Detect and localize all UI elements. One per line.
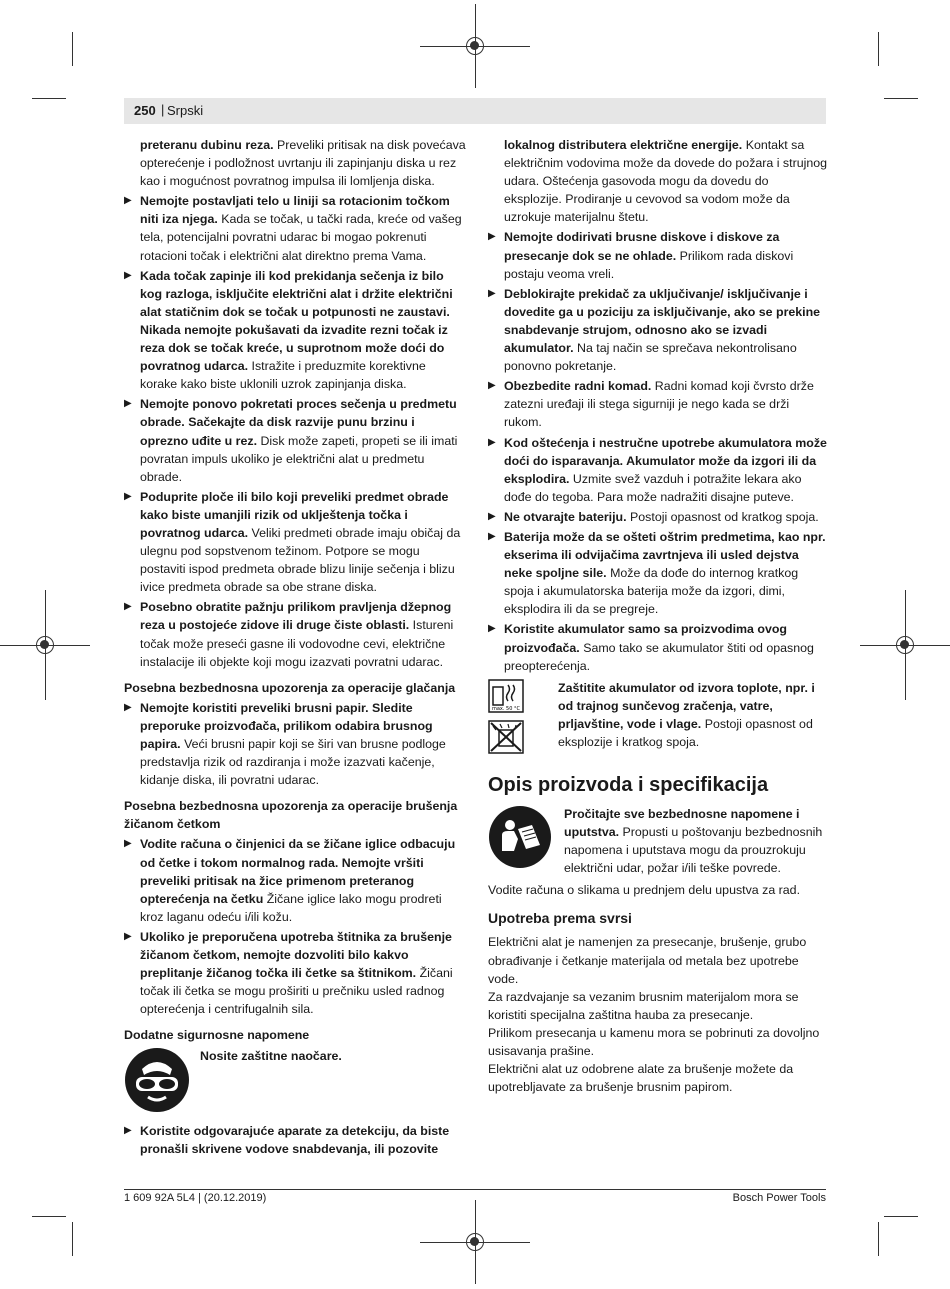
body-text: Disk može zapeti, propeti se ili imati povratan impuls ukoliko je električni alat u predmetu obrade.: [140, 433, 458, 484]
bold-text: Kada točak zapinje ili kod prekidanja sečenja iz bilo kog razloga, isključite električni alat i držite električni alat statičnim dok se točak u potpunosti ne zaustavi. Nikada nemojte pokušavati da izvadite rezni točak iz reza dok se točak kreće, u suprotnom može doći do povratnog udarca.: [140, 268, 453, 374]
last-left-bullet-text: [140, 1124, 449, 1156]
battery-heat-icon: [488, 679, 524, 713]
intended-use-paragraph: Električni alat je namenjen za presecanje, brušenje, grubo obrađivanje i četkanje materijala od metala bez upotrebe vode.: [488, 935, 807, 986]
bold-text: Pročitajte sve bezbednosne napomene i uputstva.: [564, 806, 800, 839]
bold-text: Nemojte dodirivati brusne diskove i diskove za presecanje dok se ne ohlade.: [504, 230, 780, 263]
paragraph: [488, 136, 828, 226]
bullet-item: [124, 699, 466, 789]
section-title: Opis proizvoda i specifikacija: [488, 773, 769, 796]
intended-use-paragraph: Za razdvajanje sa vezanim brusnim materijalom mora se koristiti specijalna zaštitna hauba za presecanje.: [488, 989, 799, 1022]
subheading: [124, 1026, 466, 1044]
bold-text: Ne otvarajte bateriju.: [504, 509, 627, 524]
bullet-item: [488, 434, 828, 506]
images-note: Vodite računa o slikama u prednjem delu upustva za rad.: [488, 883, 801, 898]
bullet-item: [488, 228, 828, 282]
bold-text: Baterija može da se ošteti oštrim predmetima, kao npr. ekserima ili odvijačima zavrtnjeva ili usled dejstva neke spoljne sile.: [504, 529, 826, 581]
paragraph: [124, 136, 466, 190]
battery-icon-label: max. 50 °C: [491, 705, 521, 712]
header-separator: |: [161, 102, 165, 117]
bold-text: Koristite akumulator samo sa proizvodima ovog proizvođača.: [504, 622, 787, 655]
bold-text: Nemojte postavljati telo u liniji sa rotacionim točkom niti iza njega.: [140, 194, 450, 227]
crop-mark: [32, 1216, 66, 1217]
crop-mark: [878, 32, 879, 66]
body-text: Žičani točak ili četka se mogu proširiti u prečniku usled radnog opterećenja i centrifugalnih sila.: [140, 966, 453, 1017]
body-text: Prilikom rada diskovi postaju veoma vreli.: [504, 248, 794, 281]
bullet-item: [488, 508, 828, 526]
crop-mark: [72, 1222, 73, 1256]
header-language: Srpski: [167, 103, 204, 118]
bold-text: Posebna bezbednosna upozorenja za operacije brušenja žičanom četkom: [124, 799, 458, 832]
crop-mark: [884, 98, 918, 99]
bullet-item: [124, 598, 466, 670]
bullet-item: [124, 267, 466, 394]
crop-mark: [32, 98, 66, 99]
right-column: [488, 136, 828, 1096]
subheading: [124, 679, 466, 697]
intended-use-paragraph: Električni alat uz odobrene alate za brušenje možete da upotrebljavate za brušenje brusnim papirom.: [488, 1062, 794, 1095]
bold-text: Nemojte koristiti preveliki brusni papir. Sledite preporuke proizvođača, prilikom odabira brusnog papira.: [140, 700, 433, 751]
body-text: Samo tako se akumulator štiti od opasnog preopterećenja.: [504, 640, 814, 673]
bullet-item: [124, 192, 466, 264]
body-text: Veliki predmeti obrade imaju običaj da ulegnu pod sopstvenom težinom. Potpore se mogu postaviti ispod predmeta obrade blizu linije sečenja i blizu ivice predmeta obrade sa obe strane diska.: [140, 525, 461, 595]
registration-mark-top: [466, 37, 484, 55]
bold-text: Zaštitite akumulator od izvora toplote, npr. i od trajnog sunčevog zračenja, vatre, prljavštine, vode i vlage.: [558, 680, 815, 731]
battery-icons: [488, 679, 558, 759]
bullet-item: [124, 835, 466, 925]
read-manual-icon: [488, 805, 552, 869]
bold-text: lokalnog distributera električne energije.: [504, 138, 743, 152]
battery-note: [488, 679, 828, 759]
footer-brand: Bosch Power Tools: [732, 1192, 826, 1204]
bold-text: Koristite odgovarajuće aparate za detekciju, da biste pronašli skrivene vodove snabdevanja, ili pozovite: [140, 1123, 450, 1156]
page-header: [124, 98, 826, 124]
manual-note-text: [564, 805, 828, 877]
goggles-note-text: Nosite zaštitne naočare.: [200, 1048, 342, 1063]
safety-goggles-icon: [124, 1047, 190, 1113]
crop-mark: [878, 1222, 879, 1256]
body-text: Radni komad koji čvrsto drže zatezni uređaji ili stega sigurniji je nego kada se drži rukom.: [504, 379, 814, 430]
goggles-note: [124, 1047, 466, 1118]
crop-mark: [884, 1216, 918, 1217]
crop-mark: [72, 32, 73, 66]
bullet-item: [124, 488, 466, 597]
left-column: [124, 136, 466, 1160]
bold-text: Nemojte ponovo pokretati proces sečenja u predmetu obrade. Sačekajte da disk razvije punu brzinu i oprezno uđite u rez.: [140, 397, 457, 448]
body-text: Postoji opasnost od eksplozije i kratkog spoja.: [558, 716, 813, 749]
bold-text: Kod oštećenja i nestručne upotrebe akumulatora može doći do isparavanja. Akumulator može da izgori ili da eksplodira.: [504, 435, 827, 486]
registration-mark-right: [896, 636, 914, 654]
body-text: Uzmite svež vazduh i potražite lekara ako dođe do tegoba. Para može nadražiti disajne puteve.: [504, 471, 802, 504]
bold-text: Ukoliko je preporučena upotreba štitnika za brušenje žičanom četkom, nemojte dozvoliti bilo kakvo preplitanje žičanog točka ili četke sa štitnikom.: [140, 929, 452, 981]
body-text: Kontakt sa električnim vodovima može da dovede do požara i strujnog udara. Oštećenja gasovoda mogu da dovedu do eksplozije. Prodiranje u cevovod sa vodom može da uzrokuje materijalnu štetu.: [504, 138, 828, 225]
body-text: Istureni točak može preseći gasne ili vodovodne cevi, električne instalacije ili objekte koji mogu izazvati povratni udarac.: [140, 618, 454, 669]
bullet-item: [488, 285, 828, 375]
last-left-bullet: [124, 1122, 466, 1158]
battery-water-icon: [488, 720, 524, 754]
body-text: Propusti u poštovanju bezbednosnih napomena i uputstava mogu da prouzrokuju električni udar, požar i/ili teške povrede.: [564, 825, 823, 876]
bold-text: preteranu dubinu reza.: [140, 138, 274, 152]
bullet-item: [488, 620, 828, 674]
manual-note: [488, 805, 828, 877]
body-text: Na taj način se sprečava nekontrolisano ponovno pokretanje.: [504, 341, 797, 374]
registration-mark-left: [36, 636, 54, 654]
manual-icon-wrap: [488, 805, 564, 874]
footer-rule: [124, 1189, 826, 1190]
bold-text: Deblokirajte prekidač za uključivanje/ isključivanje i dovedite ga u poziciju za isključivanje, ako se prekine snabdevanje strujom, odnosno ako se izvadi akumulator.: [504, 286, 821, 356]
intended-use-paragraph: Prilikom presecanja u kamenu mora se pobrinuti za dovoljno usisavanja prašine.: [488, 1025, 820, 1059]
body-text: Može da dođe do internog kratkog spoja i akumulatorska baterija može da izgori, dimi, eksplodira ili da se pregreje.: [504, 566, 799, 617]
body-text: Kada se točak, u tački rada, kreće od vašeg tela, potencijalni povratni udarac bi mogao pokrenuti rotacioni točak i električni alat direktno prema Vama.: [140, 212, 462, 263]
body-text: Preveliki pritisak na disk povećava opterećenje i podložnost uvrtanju ili zapinjanju diska u rez kao i mogućnost povratnog impulsa ili lomljenja diska.: [140, 138, 466, 189]
left-column-flow: [124, 136, 466, 1045]
bullet-item: [124, 928, 466, 1018]
bullet-item: [124, 395, 466, 485]
body-text: Veći brusni papir koji se širi van brusne podloge predstavlja rizik od razdiranja i može izazvati kačenje, kidanje diska, ili povratni udarac.: [140, 737, 446, 788]
page-number: 250: [134, 103, 156, 118]
bold-text: Vodite računa o činjenici da se žičane iglice odbacuju od četke i tokom normalnog rada. Nemojte vršiti preveliki pritisak na žice primenom preteranog opterećenja na četku: [140, 837, 456, 906]
body-text: Istražite i preduzmite korektivne korake kako biste uklonili uzrok zapinjanja diska.: [140, 359, 426, 392]
bold-text: Dodatne sigurnosne napomene: [124, 1028, 310, 1043]
battery-note-text: [558, 679, 828, 751]
bold-text: Posebna bezbednosna upozorenja za operacije glačanja: [124, 680, 456, 695]
right-column-flow: [488, 136, 828, 675]
bullet-item: [488, 377, 828, 431]
footer-document-code: 1 609 92A 5L4 | (20.12.2019): [124, 1192, 267, 1204]
subsection-title: Upotreba prema svrsi: [488, 910, 632, 927]
bullet-item: [488, 528, 828, 618]
bold-text: Poduprite ploče ili bilo koji preveliki predmet obrade kako biste umanjili rizik od uklještenja točka i povratnog udarca.: [140, 489, 449, 540]
subheading: [124, 797, 466, 833]
goggles-icon-wrap: [124, 1047, 200, 1118]
bold-text: Posebno obratite pažnju prilikom pravljenja džepnog reza u postojeće zidove ili druge čiste oblasti.: [140, 600, 452, 633]
bold-text: Obezbedite radni komad.: [504, 379, 652, 394]
registration-mark-bottom: [466, 1233, 484, 1251]
body-text: Postoji opasnost od kratkog spoja.: [626, 509, 819, 524]
body-text: Žičane iglice lako mogu prodreti kroz laganu odeću i/ili kožu.: [140, 891, 442, 924]
